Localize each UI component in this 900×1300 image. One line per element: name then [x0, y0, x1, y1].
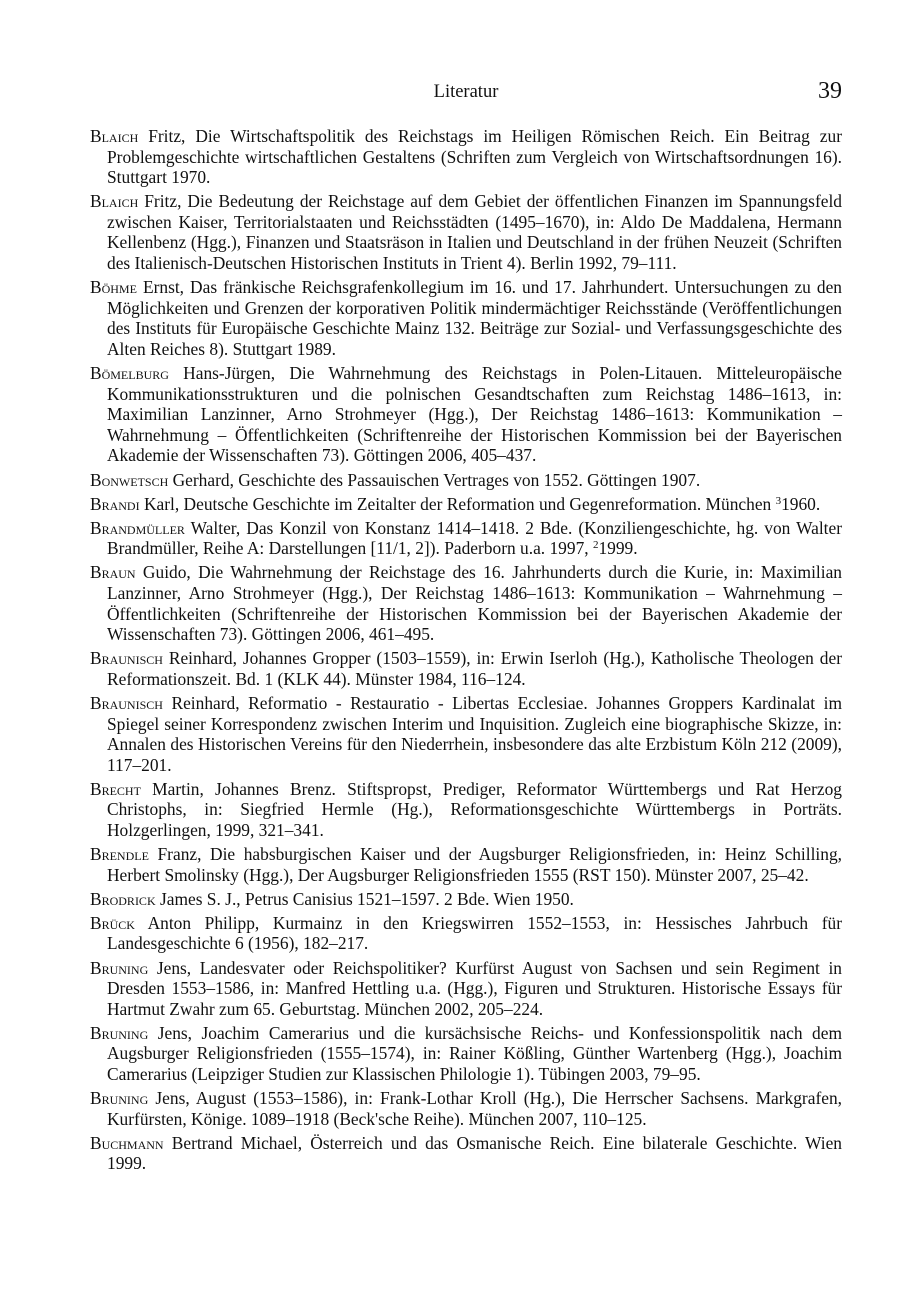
bibliography-entry [90, 1133, 842, 1174]
entry-author: Bruning [90, 1088, 149, 1109]
entry-text: Gerhard, Geschichte des Passauischen Vertrages von 1552. Göttingen 1907. [168, 469, 701, 490]
entry-author: Bömelburg [90, 363, 169, 384]
entry-author: Brendle [90, 844, 149, 865]
bibliography-entry [90, 889, 842, 910]
entry-text: Anton Philipp, Kurmainz in den Kriegswirren 1552–1553, in: Hessisches Jahrbuch für Landesgeschichte 6 (1956), 182–217. [107, 912, 842, 954]
entry-author: Bruning [90, 1022, 149, 1043]
entry-text-continued: 1960. [781, 493, 821, 514]
bibliography-entry [90, 562, 842, 644]
entry-author: Buchmann [90, 1132, 164, 1153]
entry-text: Fritz, Die Bedeutung der Reichstage auf dem Gebiet der öffentlichen Finanzen im Spannungsfeld zwischen Kaiser, Territorialstaaten und Reichsstädten (1495–1670), in: Aldo De Maddalena, Hermann Kellenbenz (Hgg.), Finanzen und Staatsräson in Italien und Deutschland in der frühen Neuzeit (Schriften des Italienisch-Deutschen Historischen Instituts in Trient 4). Berlin 1992, 79–111. [107, 191, 842, 274]
entry-text-continued: 1999. [598, 538, 638, 559]
entry-author: Bonwetsch [90, 469, 169, 490]
entry-text: Guido, Die Wahrnehmung der Reichstage des 16. Jahrhunderts durch die Kurie, in: Maximilian Lanzinner, Arno Strohmeyer (Hgg.), Der Reichstag 1486–1613: Kommunikation – Wahrnehmung – Öffentlichkeiten (Schriftenreihe der Historischen Kommission bei der Bayerischen Akademie der Wissenschaften 73). Göttingen 2006, 461–495. [107, 562, 842, 645]
bibliography-entry [90, 958, 842, 1020]
page-number: 39 [818, 78, 842, 104]
entry-author: Brecht [90, 778, 141, 799]
entry-author: Brandmüller [90, 517, 185, 538]
bibliography-entry [90, 693, 842, 775]
entry-text: Jens, August (1553–1586), in: Frank-Lothar Kroll (Hg.), Die Herrscher Sachsens. Markgrafen, Kurfürsten, Könige. 1089–1918 (Beck'sche Reihe). München 2007, 110–125. [107, 1088, 842, 1129]
bibliography-entry [90, 277, 842, 359]
edition-superscript: 3 [775, 494, 782, 507]
entry-text: Franz, Die habsburgischen Kaiser und der Augsburger Religionsfrieden, in: Heinz Schilling, Herbert Smolinsky (Hgg.), Der Augsburger Religionsfrieden 1555 (RST 150). Münster 2007, 25–42. [107, 844, 842, 885]
bibliography-entry [90, 494, 842, 515]
bibliography-entry [90, 779, 842, 841]
entry-author: Bruning [90, 957, 149, 978]
bibliography-entry [90, 363, 842, 466]
running-head [90, 80, 842, 106]
entry-author: Brück [90, 912, 135, 933]
bibliography-entry [90, 470, 842, 491]
bibliography-list [90, 126, 842, 1178]
bibliography-entry [90, 126, 842, 188]
entry-author: Braunisch [90, 648, 163, 669]
bibliography-entry [90, 844, 842, 885]
entry-author: Böhme [90, 277, 137, 298]
entry-author: Brodrick [90, 888, 156, 909]
entry-author: Brandi [90, 493, 140, 514]
entry-text: Jens, Joachim Camerarius und die kursächsische Reichs- und Konfessionspolitik nach dem Augsburger Religionsfrieden (1555–1574), in: Rainer Kößling, Günther Wartenberg (Hgg.), Joachim Camerarius (Leipziger Studien zur Klassischen Philologie 1). Tübingen 2003, 79–95. [107, 1022, 842, 1085]
entry-text: James S. J., Petrus Canisius 1521–1597. 2 Bde. Wien 1950. [155, 888, 574, 909]
entry-text: Jens, Landesvater oder Reichspolitiker? Kurfürst August von Sachsen und sein Regiment in Dresden 1553–1586, in: Manfred Hettling u.a. (Hgg.), Figuren und Strukturen. Historische Essays für Hartmut Zwahr zum 65. Geburtstag. München 2002, 205–224. [107, 957, 842, 1019]
entry-text: Reinhard, Reformatio - Restauratio - Libertas Ecclesiae. Johannes Groppers Kardinalat im Spiegel seiner Korrespondenz zwischen Interim und Inquisition. Zugleich eine biographische Skizze, in: Annalen des Historischen Vereins für den Niederrhein, insbesondere das alte Erzbistum Köln 212 (2009), 117–201. [107, 692, 842, 775]
entry-author: Braun [90, 562, 136, 583]
running-title: Literatur [433, 82, 499, 102]
bibliography-entry [90, 1023, 842, 1085]
entry-text: Walter, Das Konzil von Konstanz 1414–1418. 2 Bde. (Konziliengeschichte, hg. von Walter Brandmüller, Reihe A: Darstellungen [11/1, 2]). Paderborn u.a. 1997, [107, 517, 842, 559]
entry-author: Blaich [90, 191, 139, 212]
bibliography-entry [90, 1088, 842, 1129]
entry-author: Braunisch [90, 692, 163, 713]
bibliography-entry [90, 913, 842, 954]
entry-text: Hans-Jürgen, Die Wahrnehmung des Reichstags in Polen-Litauen. Mitteleuropäische Kommunikationsstrukturen und die polnischen Gesandtschaften zum Reichstag 1486–1613, in: Maximilian Lanzinner, Arno Strohmeyer (Hgg.), Der Reichstag 1486–1613: Kommunikation – Wahrnehmung – Öffentlichkeiten (Schriftenreihe der Historischen Kommission bei der Bayerischen Akademie der Wissenschaften 73). Göttingen 2006, 405–437. [107, 363, 842, 466]
edition-superscript: 2 [592, 539, 599, 552]
entry-text: Ernst, Das fränkische Reichsgrafenkollegium im 16. und 17. Jahrhundert. Untersuchungen zu den Möglichkeiten und Grenzen der korporativen Politik mindermächtiger Reichsstände (Veröffentlichungen des Instituts für Europäische Geschichte Mainz 132. Beiträge zur Sozial- und Verfassungsgeschichte des Alten Reiches 8). Stuttgart 1989. [107, 277, 842, 359]
entry-text: Reinhard, Johannes Gropper (1503–1559), in: Erwin Iserloh (Hg.), Katholische Theologen der Reformationszeit. Bd. 1 (KLK 44). Münster 1984, 116–124. [107, 648, 842, 689]
entry-text: Martin, Johannes Brenz. Stiftspropst, Prediger, Reformator Württembergs und Rat Herzog Christophs, in: Siegfried Hermle (Hg.), Reformationsgeschichte Württembergs in Porträts. Holzgerlingen, 1999, 321–341. [107, 778, 842, 840]
bibliography-entry [90, 191, 842, 273]
entry-text: Bertrand Michael, Österreich und das Osmanische Reich. Eine bilaterale Geschichte. Wien 1999. [107, 1132, 842, 1174]
entry-text: Karl, Deutsche Geschichte im Zeitalter der Reformation und Gegenreformation. München [139, 493, 776, 514]
bibliography-entry [90, 648, 842, 689]
entry-author: Blaich [90, 126, 139, 146]
entry-text: Fritz, Die Wirtschaftspolitik des Reichstags im Heiligen Römischen Reich. Ein Beitrag zur Problemgeschichte wirtschaftlichen Gestaltens (Schriften zum Vergleich von Wirtschaftsordnungen 16). Stuttgart 1970. [107, 126, 842, 188]
bibliography-entry [90, 518, 842, 559]
